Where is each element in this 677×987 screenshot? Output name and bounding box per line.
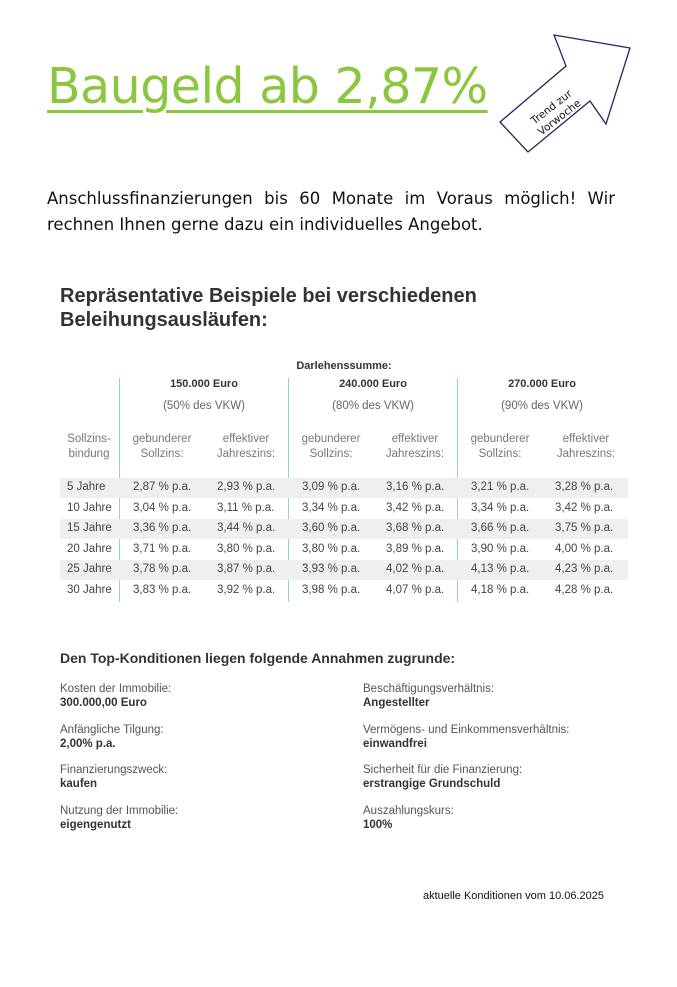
rate-row xyxy=(60,478,628,498)
trend-indicator xyxy=(490,28,640,163)
bound-rate-header xyxy=(460,432,540,462)
effective-rate-cell: 3,87 % p.a. xyxy=(217,563,276,575)
bound-rate-header-line-1: gebunderer xyxy=(470,433,530,445)
effective-rate-cell: 3,92 % p.a. xyxy=(217,583,276,596)
effective-rate-header-line-1: effektiver xyxy=(222,433,270,445)
bound-rate-header-line-1: gebunderer xyxy=(301,433,361,445)
assumption-value: kaufen xyxy=(60,778,98,790)
term-cell: 30 Jahre xyxy=(67,583,112,596)
bound-rate-cell: 3,66 % p.a. xyxy=(471,522,530,534)
assumption-item xyxy=(363,763,643,791)
rate-row xyxy=(60,560,628,580)
effective-rate-cell: 4,23 % p.a. xyxy=(555,563,614,575)
effective-rate-header-line-2: Jahreszins: xyxy=(385,448,445,460)
bound-rate-cell: 4,18 % p.a. xyxy=(471,583,530,596)
conditions-date-note: aktuelle Konditionen vom 10.06.2025 xyxy=(423,890,605,902)
rate-row xyxy=(60,519,628,539)
effective-rate-cell: 3,75 % p.a. xyxy=(555,522,614,534)
assumption-label: Finanzierungszweck: xyxy=(60,764,168,776)
effective-rate-cell: 3,89 % p.a. xyxy=(386,542,445,555)
loan-ratio-1: (50% des VKW) xyxy=(163,400,245,412)
effective-rate-header xyxy=(375,432,455,462)
bound-rate-header xyxy=(291,432,371,462)
bound-rate-cell: 3,90 % p.a. xyxy=(471,542,530,555)
assumption-item xyxy=(60,763,340,791)
assumption-value: Angestellter xyxy=(363,697,430,709)
assumption-item xyxy=(363,804,643,832)
bound-rate-cell: 3,93 % p.a. xyxy=(302,563,361,575)
effective-rate-header xyxy=(544,432,628,462)
term-cell: 20 Jahre xyxy=(67,542,112,555)
assumption-item xyxy=(363,682,643,710)
trend-label: Trend zur Vorwoche xyxy=(528,87,584,139)
bound-rate-cell: 3,98 % p.a. xyxy=(302,583,361,596)
examples-title: Repräsentative Beispiele bei verschiedenen Beleihungsausläufen: xyxy=(60,285,477,331)
term-header-line-1: Sollzins- xyxy=(67,433,111,445)
loan-amount-3: 270.000 Euro xyxy=(508,378,576,390)
term-header xyxy=(60,432,118,462)
bound-rate-cell: 3,78 % p.a. xyxy=(133,563,192,575)
assumption-value: 100% xyxy=(363,818,393,831)
effective-rate-cell: 3,28 % p.a. xyxy=(555,481,614,493)
assumption-value: eigengenutzt xyxy=(60,818,131,831)
effective-rate-header-line-2: Jahreszins: xyxy=(556,448,616,460)
bound-rate-cell: 3,60 % p.a. xyxy=(302,522,361,534)
term-cell: 25 Jahre xyxy=(67,563,112,575)
effective-rate-cell: 2,93 % p.a. xyxy=(217,481,276,493)
term-cell: 5 Jahre xyxy=(67,481,106,493)
assumption-value: einwandfrei xyxy=(363,737,427,750)
assumption-label: Vermögens- und Einkommensverhältnis: xyxy=(363,723,570,736)
effective-rate-cell: 4,07 % p.a. xyxy=(386,583,445,596)
bound-rate-cell: 3,34 % p.a. xyxy=(302,501,361,514)
effective-rate-cell: 3,80 % p.a. xyxy=(217,542,276,555)
term-header-line-2: bindung xyxy=(68,448,110,460)
effective-rate-header-line-1: effektiver xyxy=(562,433,610,445)
assumption-item xyxy=(60,804,340,832)
bound-rate-cell: 3,34 % p.a. xyxy=(471,501,530,514)
effective-rate-cell: 4,02 % p.a. xyxy=(386,563,445,575)
intro-text: Anschlussfinanzierungen bis 60 Monate im Voraus möglich! Wir rechnen Ihnen gerne dazu ein individuelles Angebot. xyxy=(47,189,615,234)
bound-rate-header-line-1: gebunderer xyxy=(132,433,192,445)
bound-rate-cell: 3,36 % p.a. xyxy=(133,522,192,534)
bound-rate-cell: 3,09 % p.a. xyxy=(302,481,361,493)
bound-rate-cell: 3,83 % p.a. xyxy=(133,583,192,596)
rate-row xyxy=(60,581,628,601)
effective-rate-cell: 4,28 % p.a. xyxy=(555,583,614,596)
effective-rate-cell: 3,44 % p.a. xyxy=(217,522,276,534)
assumption-label: Beschäftigungsverhältnis: xyxy=(363,683,495,695)
headline: Baugeld ab 2,87% xyxy=(47,58,488,115)
effective-rate-cell: 3,16 % p.a. xyxy=(386,481,445,493)
term-cell: 10 Jahre xyxy=(67,501,112,514)
bound-rate-cell: 4,13 % p.a. xyxy=(471,563,530,575)
bound-rate-header-line-2: Sollzins: xyxy=(140,448,184,460)
assumption-item xyxy=(363,723,643,751)
bound-rate-header-line-2: Sollzins: xyxy=(309,448,353,460)
effective-rate-header xyxy=(206,432,286,462)
bound-rate-cell: 3,80 % p.a. xyxy=(302,542,361,555)
bound-rate-header xyxy=(122,432,202,462)
effective-rate-cell: 3,42 % p.a. xyxy=(555,501,614,514)
bound-rate-cell: 3,04 % p.a. xyxy=(133,501,192,514)
bound-rate-cell: 3,21 % p.a. xyxy=(471,481,530,493)
assumption-label: Auszahlungskurs: xyxy=(363,804,454,817)
loan-sum-header: Darlehenssumme: xyxy=(296,360,392,372)
bound-rate-header-line-2: Sollzins: xyxy=(478,448,522,460)
assumptions-title: Den Top-Konditionen liegen folgende Annahmen zugrunde: xyxy=(60,650,456,666)
loan-ratio-2: (80% des VKW) xyxy=(332,400,414,412)
effective-rate-header-line-2: Jahreszins: xyxy=(216,448,276,460)
bound-rate-cell: 2,87 % p.a. xyxy=(133,481,192,493)
assumption-value: 300.000,00 Euro xyxy=(60,697,147,709)
assumption-label: Sicherheit für die Finanzierung: xyxy=(363,764,523,776)
assumption-label: Nutzung der Immobilie: xyxy=(60,804,179,817)
term-cell: 15 Jahre xyxy=(67,522,112,534)
rate-row xyxy=(60,540,628,560)
assumption-label: Kosten der Immobilie: xyxy=(60,683,172,695)
assumption-label: Anfängliche Tilgung: xyxy=(60,723,164,736)
loan-amount-2: 240.000 Euro xyxy=(339,378,407,390)
loan-amount-1: 150.000 Euro xyxy=(170,378,238,390)
loan-ratio-3: (90% des VKW) xyxy=(501,400,583,412)
assumption-value: erstrangige Grundschuld xyxy=(363,778,501,790)
effective-rate-cell: 4,00 % p.a. xyxy=(555,542,614,555)
rate-row xyxy=(60,499,628,519)
assumption-value: 2,00% p.a. xyxy=(60,737,116,750)
effective-rate-cell: 3,11 % p.a. xyxy=(217,501,275,514)
assumption-item xyxy=(60,682,340,710)
effective-rate-cell: 3,42 % p.a. xyxy=(386,501,445,514)
effective-rate-header-line-1: effektiver xyxy=(391,433,439,445)
effective-rate-cell: 3,68 % p.a. xyxy=(386,522,445,534)
bound-rate-cell: 3,71 % p.a. xyxy=(133,542,192,555)
assumption-item xyxy=(60,723,340,751)
